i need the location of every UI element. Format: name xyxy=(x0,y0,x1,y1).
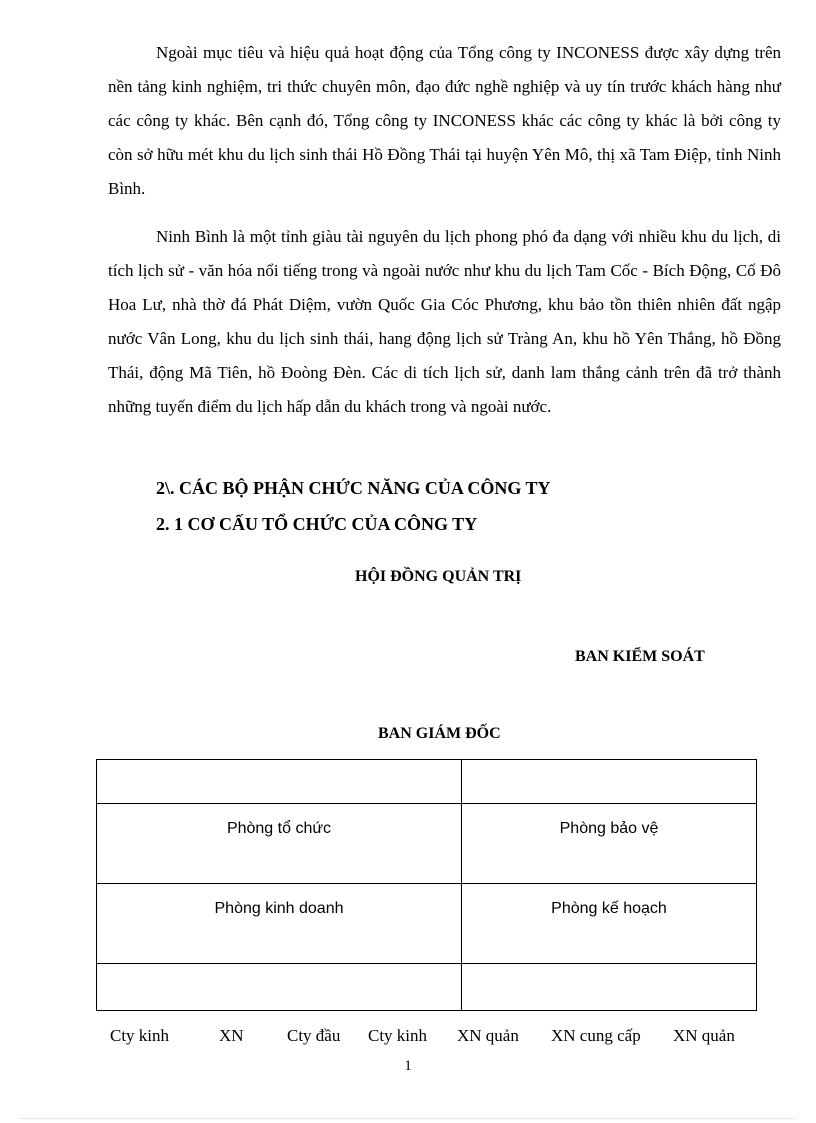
department-cell-security: Phòng bảo vệ xyxy=(462,804,757,884)
departments-row xyxy=(97,760,757,804)
unit-label: XN quản xyxy=(673,1026,735,1045)
org-supervisory-label: BAN KIỂM SOÁT xyxy=(575,648,705,665)
department-cell xyxy=(462,760,757,804)
departments-row xyxy=(97,884,757,964)
unit-label: Cty kinh xyxy=(368,1026,428,1045)
department-cell-planning: Phòng kế hoạch xyxy=(462,884,757,964)
department-cell xyxy=(97,760,462,804)
unit-label: Cty kinh xyxy=(110,1026,170,1045)
unit-label: Cty đầu xyxy=(287,1026,341,1045)
page-number: 1 xyxy=(404,1058,412,1074)
subsidiary-units-row xyxy=(108,1026,768,1046)
departments-row xyxy=(97,964,757,1011)
department-cell-business: Phòng kinh doanh xyxy=(97,884,462,964)
unit-label: XN xyxy=(219,1026,244,1045)
paragraph-ninh-binh xyxy=(108,220,781,424)
page-bottom-divider xyxy=(20,1118,796,1119)
paragraph-intro-text: Ngoài mục tiêu và hiệu quả hoạt động của Tổng công ty INCONESS được xây dựng trên nền tảng kinh nghiệm, tri thức chuyên môn, đạo đức nghề nghiệp và uy tín trước khách hàng như các công ty khác. Bên cạnh đó, Tổng công ty INCONESS khác các công ty khác là bởi công ty còn sở hữu mét khu du lịch sinh thái Hồ Đồng Thái tại huyện Yên Mô, thị xã Tam Điệp, tỉnh Ninh Bình. xyxy=(108,43,781,198)
unit-label: XN quản xyxy=(457,1026,519,1045)
subsection-heading: 2. 1 CƠ CẤU TỔ CHỨC CỦA CÔNG TY xyxy=(156,514,478,534)
section-heading: 2\. CÁC BỘ PHẬN CHỨC NĂNG CỦA CÔNG TY xyxy=(156,478,551,498)
paragraph-intro xyxy=(108,36,781,206)
unit-label: XN cung cấp xyxy=(551,1026,641,1045)
department-cell-organization: Phòng tổ chức xyxy=(97,804,462,884)
paragraph-ninh-binh-text: Ninh Bình là một tỉnh giàu tài nguyên du lịch phong phó đa dạng với nhiều khu du lịch, di tích lịch sử - văn hóa nổi tiếng trong và ngoài nước như khu du lịch Tam Cốc - Bích Động, Cố Đô Hoa Lư, nhà thờ đá Phát Diệm, vườn Quốc Gia Cóc Phương, khu bảo tồn thiên nhiên đất ngập nước Vân Long, khu du lịch sinh thái, hang động lịch sử Tràng An, khu hồ Yên Thắng, hồ Đồng Thái, động Mã Tiên, hồ Đoòng Đèn. Các di tích lịch sử, danh lam thắng cảnh trên đã trở thành những tuyến điểm du lịch hấp dẫn du khách trong và ngoài nước. xyxy=(108,227,781,416)
department-cell xyxy=(97,964,462,1011)
org-directors-label: BAN GIÁM ĐỐC xyxy=(378,725,501,742)
org-board-label: HỘI ĐỒNG QUẢN TRỊ xyxy=(355,568,522,585)
departments-table xyxy=(96,759,757,1011)
departments-row xyxy=(97,804,757,884)
department-cell xyxy=(462,964,757,1011)
